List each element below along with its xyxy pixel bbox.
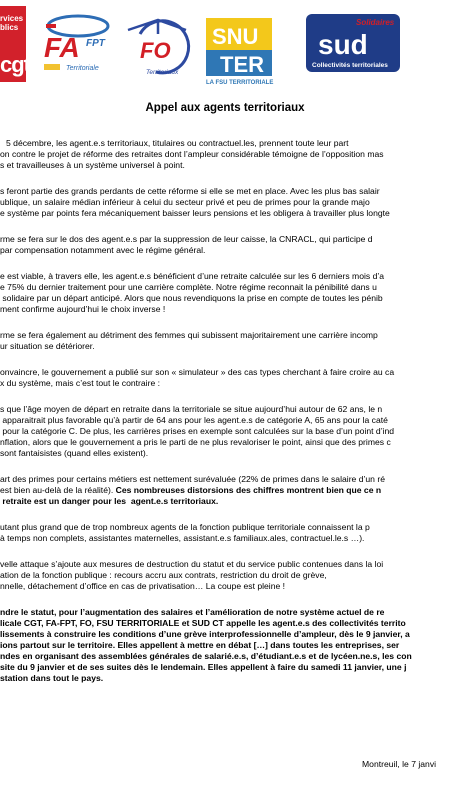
body-line bbox=[0, 197, 370, 208]
cgt-logo bbox=[0, 6, 30, 82]
body-line bbox=[0, 293, 383, 304]
fo-emblem bbox=[118, 14, 194, 80]
body-line-bold-text: lissements à construire les conditions d’une grève interprofessionnelle d’ampleur, dès le 9 janvier, a bbox=[0, 629, 410, 639]
body-line-text: sont fantaisistes (quand elles existent). bbox=[0, 448, 149, 458]
body-line bbox=[0, 581, 285, 592]
body-line bbox=[0, 160, 185, 171]
body-line-text: art des primes pour certains métiers est nettement surévaluée (22% de primes dans le salaire d’un ré bbox=[0, 474, 385, 484]
body-line bbox=[0, 271, 384, 282]
body-line bbox=[0, 607, 384, 618]
sud-name: sud bbox=[318, 29, 368, 60]
body-line bbox=[0, 426, 394, 437]
body-line bbox=[0, 662, 406, 673]
body-line bbox=[0, 559, 383, 570]
body-line-text: s et travailleuses à un système universel à point. bbox=[0, 160, 185, 170]
body-line-bold-text: ions partout sur le territoire. Elles appellent à mettre en débat […] dans toutes les entreprises, ser bbox=[0, 640, 400, 650]
fa-fpt-sub: Territoriale bbox=[66, 65, 99, 72]
body-line bbox=[0, 570, 327, 581]
fo-sub: Territoriaux bbox=[146, 69, 179, 76]
body-line-text: à temps non complets, assistantes maternelles, assistant.e.s familiaux.ales, contractuel.le.s …). bbox=[0, 533, 365, 543]
body-line bbox=[0, 304, 165, 315]
body-line bbox=[0, 522, 370, 533]
body-line-text: ation de la fonction publique : recours accru aux contrats, restriction du droit de grève, bbox=[0, 570, 327, 580]
body-line bbox=[0, 640, 399, 651]
fa-fpt-logo bbox=[38, 12, 118, 78]
body-line-text: s feront partie des grands perdants de cette réforme si elle se met en place. Avec les plus bas salair bbox=[0, 186, 380, 196]
body-line bbox=[0, 245, 205, 256]
fa-fpt-name: FA bbox=[44, 32, 80, 63]
body-line-bold-text: ndes en organisant des assemblées générales de salarié.e.s, d’étudiant.e.s et de lycéen.ne.s, les con bbox=[0, 651, 412, 661]
body-line-bold-text: site du 9 janvier et de ses suites dès le lendemain. Elles appellent à faire du samedi 11 janvier, une j bbox=[0, 662, 407, 672]
body-line-bold-text: licale CGT, FA-FPT, FO, FSU TERRITORIALE et SUD CT appelle les agent.e.s des collectivités territo bbox=[0, 618, 406, 628]
body-line-text: nflation, alors que le gouvernement a pris le parti de ne plus revaloriser le point, ainsi que des primes c bbox=[0, 437, 391, 447]
body-line-text: par compensation notamment avec le régime général. bbox=[0, 245, 206, 255]
body-line bbox=[0, 234, 373, 245]
snuter-top: SNU bbox=[212, 24, 259, 49]
body-line-text: solidaire par un départ anticipé. Alors que nous revendiquons la prise en compte de toutes les pénib bbox=[0, 293, 383, 303]
body-line bbox=[0, 618, 406, 629]
sud-logo bbox=[306, 14, 400, 76]
body-line-bold-text: station dans tout le pays. bbox=[0, 673, 104, 683]
document-title: Appel aux agents territoriaux bbox=[145, 102, 305, 114]
body-line bbox=[0, 186, 380, 197]
body-line bbox=[0, 533, 364, 544]
body-line-text: x du système, mais c’est tout le contraire : bbox=[0, 378, 160, 388]
snuter-logo bbox=[204, 14, 276, 86]
snuter-sub: LA FSU TERRITORIALE bbox=[206, 80, 274, 86]
document-signature: Montreuil, le 7 janvi bbox=[362, 759, 437, 769]
fo-logo bbox=[118, 14, 194, 80]
body-line bbox=[0, 282, 377, 293]
body-line-text: onvaincre, le gouvernement a publié sur son « simulateur » des cas types cherchant à faire croire au ca bbox=[0, 367, 395, 377]
body-line-bold-text: ndre le statut, pour l’augmentation des salaires et l’amélioration de notre système actuel de re bbox=[0, 607, 385, 617]
body-line bbox=[0, 208, 390, 219]
body-line bbox=[0, 415, 388, 426]
body-line bbox=[0, 341, 95, 352]
body-line bbox=[0, 485, 381, 496]
body-line-text: apparaitrait plus favorable qu’à partir de 64 ans pour les agent.e.s de catégorie A, 65 ans pour la caté bbox=[0, 415, 388, 425]
cgt-logo-text: cgt bbox=[0, 52, 30, 77]
body-line-text: utant plus grand que de trop nombreux agents de la fonction publique territoriale connaissent la p bbox=[0, 522, 370, 532]
body-line bbox=[0, 404, 382, 415]
body-line-text: nnelle, détachement d’office en cas de privatisation… La coupe est pleine ! bbox=[0, 581, 286, 591]
body-line bbox=[6, 138, 349, 149]
sud-sub: Collectivités territoriales bbox=[312, 62, 388, 69]
body-line-text: ublique, un salaire médian inférieur à celui du secteur privé et peu de primes pour la grande majo bbox=[0, 197, 370, 207]
body-line bbox=[0, 448, 148, 459]
body-line bbox=[0, 629, 410, 640]
union-logos-bar bbox=[0, 0, 450, 90]
body-line bbox=[0, 673, 103, 684]
body-line bbox=[0, 149, 384, 160]
body-line-bold-text: retraite est un danger pour les agent.e.s territoriaux. bbox=[0, 496, 219, 506]
body-line-text: ment confirme aujourd’hui le choix inverse ! bbox=[0, 304, 166, 314]
sud-tag: Solidaires bbox=[356, 18, 395, 27]
fa-fpt-emblem bbox=[38, 12, 118, 78]
body-line-text: rme se fera sur le dos des agent.e.s par la suppression de leur caisse, la CNRACL, qui participe d bbox=[0, 234, 373, 244]
body-line bbox=[0, 651, 412, 662]
body-line-text: e est viable, à travers elle, les agent.e.s bénéficient d’une retraite calculée sur les 6 derniers mois d’a bbox=[0, 271, 385, 281]
body-line-text: 5 décembre, les agent.e.s territoriaux, titulaires ou contractuel.les, prennent toute leur part bbox=[6, 138, 349, 148]
body-line bbox=[0, 330, 378, 341]
snuter-emblem bbox=[204, 14, 276, 86]
sud-emblem bbox=[306, 14, 400, 76]
body-line-bold-text: Ces nombreuses distorsions des chiffres montrent bien que ce n bbox=[115, 485, 382, 495]
fa-fpt-sup: FPT bbox=[86, 38, 105, 49]
fo-name: FO bbox=[140, 38, 171, 63]
body-line-text: rme se fera également au détriment des femmes qui subissent majoritairement une carrière incomp bbox=[0, 330, 378, 340]
body-line-text: e système par points fera mécaniquement baisser leurs pensions et les obligera à travailler plus longte bbox=[0, 208, 390, 218]
body-line-text: velle attaque s’ajoute aux mesures de destruction du statut et du service public contenues dans la loi bbox=[0, 559, 384, 569]
body-line bbox=[0, 496, 218, 507]
body-line-text: est bien au-delà de la réalité). bbox=[0, 485, 116, 495]
body-line bbox=[0, 437, 391, 448]
body-line bbox=[0, 378, 160, 389]
body-line-text: s que l’âge moyen de départ en retraite dans la territoriale se situe aujourd’hui autour de 62 ans, le n bbox=[0, 404, 383, 414]
body-line-text: on contre le projet de réforme des retraites dont l’ampleur considérable témoigne de l’opposition mas bbox=[0, 149, 384, 159]
body-line-text: ur situation se détériorer. bbox=[0, 341, 95, 351]
body-line bbox=[0, 474, 385, 485]
snuter-bottom: TER bbox=[220, 52, 264, 77]
body-line-text: e 75% du dernier traitement pour une carrière complète. Notre régime reconnait la pénibilité dans u bbox=[0, 282, 377, 292]
cgt-logo-small-text: rvices blics bbox=[0, 14, 24, 32]
body-line bbox=[0, 367, 394, 378]
body-line-text: pour la catégorie C. De plus, les carrières prises en exemple sont calculées sur la base d’un point d’ind bbox=[0, 426, 395, 436]
